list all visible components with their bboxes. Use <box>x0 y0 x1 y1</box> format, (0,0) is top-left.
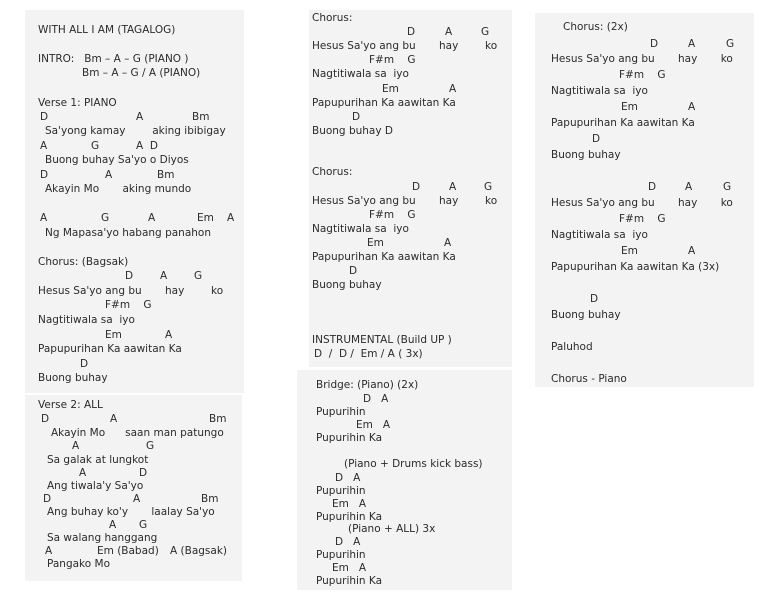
chord-line: D <box>352 111 361 123</box>
chord-line: F#m G <box>619 69 666 81</box>
chorus-label: Chorus: <box>312 166 353 178</box>
chord-line: Em A <box>332 562 367 574</box>
lyric-line: Buong buhay <box>551 309 621 321</box>
lyric-line: Hesus Sa'yo ang bu hay ko <box>312 40 498 52</box>
lyric-line: Papupurihan Ka aawitan Ka (3x) <box>551 261 720 273</box>
lyric-line: Akayin Mo aking mundo <box>45 183 192 195</box>
lyric-line: Buong buhay <box>312 279 382 291</box>
song-sheet-col2-bottom <box>297 370 512 590</box>
chord-line: D A G <box>650 38 735 50</box>
chord-line: F#m G <box>105 299 152 311</box>
lyric-line: Hesus Sa'yo ang bu hay ko <box>312 195 498 207</box>
lyric-line: Nagtitiwala sa iyo <box>38 314 135 326</box>
lyric-line: Nagtitiwala sa iyo <box>551 85 648 97</box>
chord-line: D A Bm <box>41 413 227 425</box>
song-title: WITH ALL I AM (TAGALOG) <box>38 24 176 36</box>
lyric-line: Pupurihin <box>316 406 366 418</box>
chord-line: D <box>590 293 599 305</box>
note-line: (Piano + ALL) 3x <box>348 523 436 535</box>
lyric-line: Buong buhay D <box>312 125 393 137</box>
lyric-line: Ng Mapasa'yo habang panahon <box>45 227 211 239</box>
chord-line: F#m G <box>369 54 416 66</box>
lyric-line: Hesus Sa'yo ang bu hay ko <box>551 53 733 65</box>
lyric-line: Papupurihan Ka aawitan Ka <box>38 343 182 355</box>
chord-line: A D <box>79 467 148 479</box>
chord-line: D A G <box>412 181 493 193</box>
chord-line: D A Bm <box>40 169 175 181</box>
chord-line: F#m G <box>619 213 666 225</box>
note-line: (Piano + Drums kick bass) <box>344 458 483 470</box>
song-sheet-col3 <box>535 13 754 387</box>
song-sheet-col1-top <box>25 10 244 393</box>
lyric-line: Ang buhay ko'y laalay Sa'yo <box>47 506 215 518</box>
chord-line: D A <box>335 472 361 484</box>
lyric-line: Papupurihan Ka aawitan Ka <box>312 97 456 109</box>
chord-line: Em A <box>621 245 696 257</box>
lyric-line: Sa walang hanggang <box>47 532 158 544</box>
lyric-line: Buong buhay Sa'yo o Diyos <box>45 154 189 166</box>
chord-line: Em A <box>105 329 173 341</box>
chord-line: Em A <box>367 237 452 249</box>
chord-line: Em A <box>332 498 367 510</box>
chorus-piano-line: Chorus - Piano <box>551 373 627 385</box>
song-sheet-col2-top <box>309 10 512 367</box>
chord-line: Em A <box>621 101 696 113</box>
chord-line: A G A Em A <box>40 212 235 224</box>
chorus-label: Chorus: (2x) <box>563 21 628 33</box>
chord-line: D A <box>363 393 389 405</box>
lyric-line: Pupurihin <box>316 485 366 497</box>
verse2-label: Verse 2: ALL <box>38 399 103 411</box>
bridge-label: Bridge: (Piano) (2x) <box>316 379 419 391</box>
lyric-line: Sa'yong kamay aking ibibigay <box>45 125 226 137</box>
instrumental-chords: D / D / Em / A ( 3x) <box>314 348 423 360</box>
lyric-line: Pupurihin Ka <box>316 511 383 523</box>
lyric-line: Papupurihan Ka aawitan Ka <box>551 117 695 129</box>
lyric-line: Hesus Sa'yo ang bu hay ko <box>38 285 224 297</box>
lyric-line: Pangako Mo <box>47 558 110 570</box>
lyric-line: Akayin Mo saan man patungo <box>51 427 224 439</box>
verse1-label: Verse 1: PIANO <box>38 97 117 109</box>
chord-line: D A <box>335 536 361 548</box>
chord-line: Em A <box>356 419 391 431</box>
chord-line: D <box>80 358 89 370</box>
lyric-line: Nagtitiwala sa iyo <box>551 229 648 241</box>
lyric-line: Pupurihin Ka <box>316 432 383 444</box>
lyric-line: Ang tiwala'y Sa'yo <box>47 480 144 492</box>
chorus-label: Chorus: (Bagsak) <box>38 256 129 268</box>
chorus-label: Chorus: <box>312 12 353 24</box>
lyric-line: Buong buhay <box>38 372 108 384</box>
chord-line: Em A <box>382 83 457 95</box>
lyric-line: Pupurihin Ka <box>316 575 383 587</box>
chord-line: D A G <box>648 181 732 193</box>
lyric-line: Buong buhay <box>551 149 621 161</box>
chord-line: D <box>349 265 358 277</box>
chord-line: F#m G <box>369 209 416 221</box>
chord-line: D <box>592 133 601 145</box>
lyric-line: Nagtitiwala sa iyo <box>312 68 409 80</box>
intro-line-2: Bm – A – G / A (PIANO) <box>82 67 201 79</box>
lyric-line: Sa galak at lungkot <box>47 454 149 466</box>
lyric-line: Hesus Sa'yo ang bu hay ko <box>551 197 733 209</box>
song-sheet-col1-bottom <box>25 395 242 581</box>
lyric-line: Papupurihan Ka aawitan Ka <box>312 251 456 263</box>
lyric-line: Nagtitiwala sa iyo <box>312 223 409 235</box>
chord-line: A G <box>72 440 155 452</box>
chord-line: A G A D <box>40 140 158 152</box>
chord-line: D A G <box>407 26 490 38</box>
chord-line: D A Bm <box>43 493 219 505</box>
chord-line: D A G <box>125 270 203 282</box>
chord-line: D A Bm <box>40 111 210 123</box>
chord-line: A Em (Babad) A (Bagsak) <box>45 545 228 557</box>
intro-line-1: INTRO: Bm – A – G (PIANO ) <box>38 53 189 65</box>
lyric-line: Pupurihin <box>316 549 366 561</box>
instrumental-label: INSTRUMENTAL (Build UP ) <box>312 334 452 346</box>
chord-line: A G <box>109 519 148 531</box>
paluhod-line: Paluhod <box>551 341 593 353</box>
